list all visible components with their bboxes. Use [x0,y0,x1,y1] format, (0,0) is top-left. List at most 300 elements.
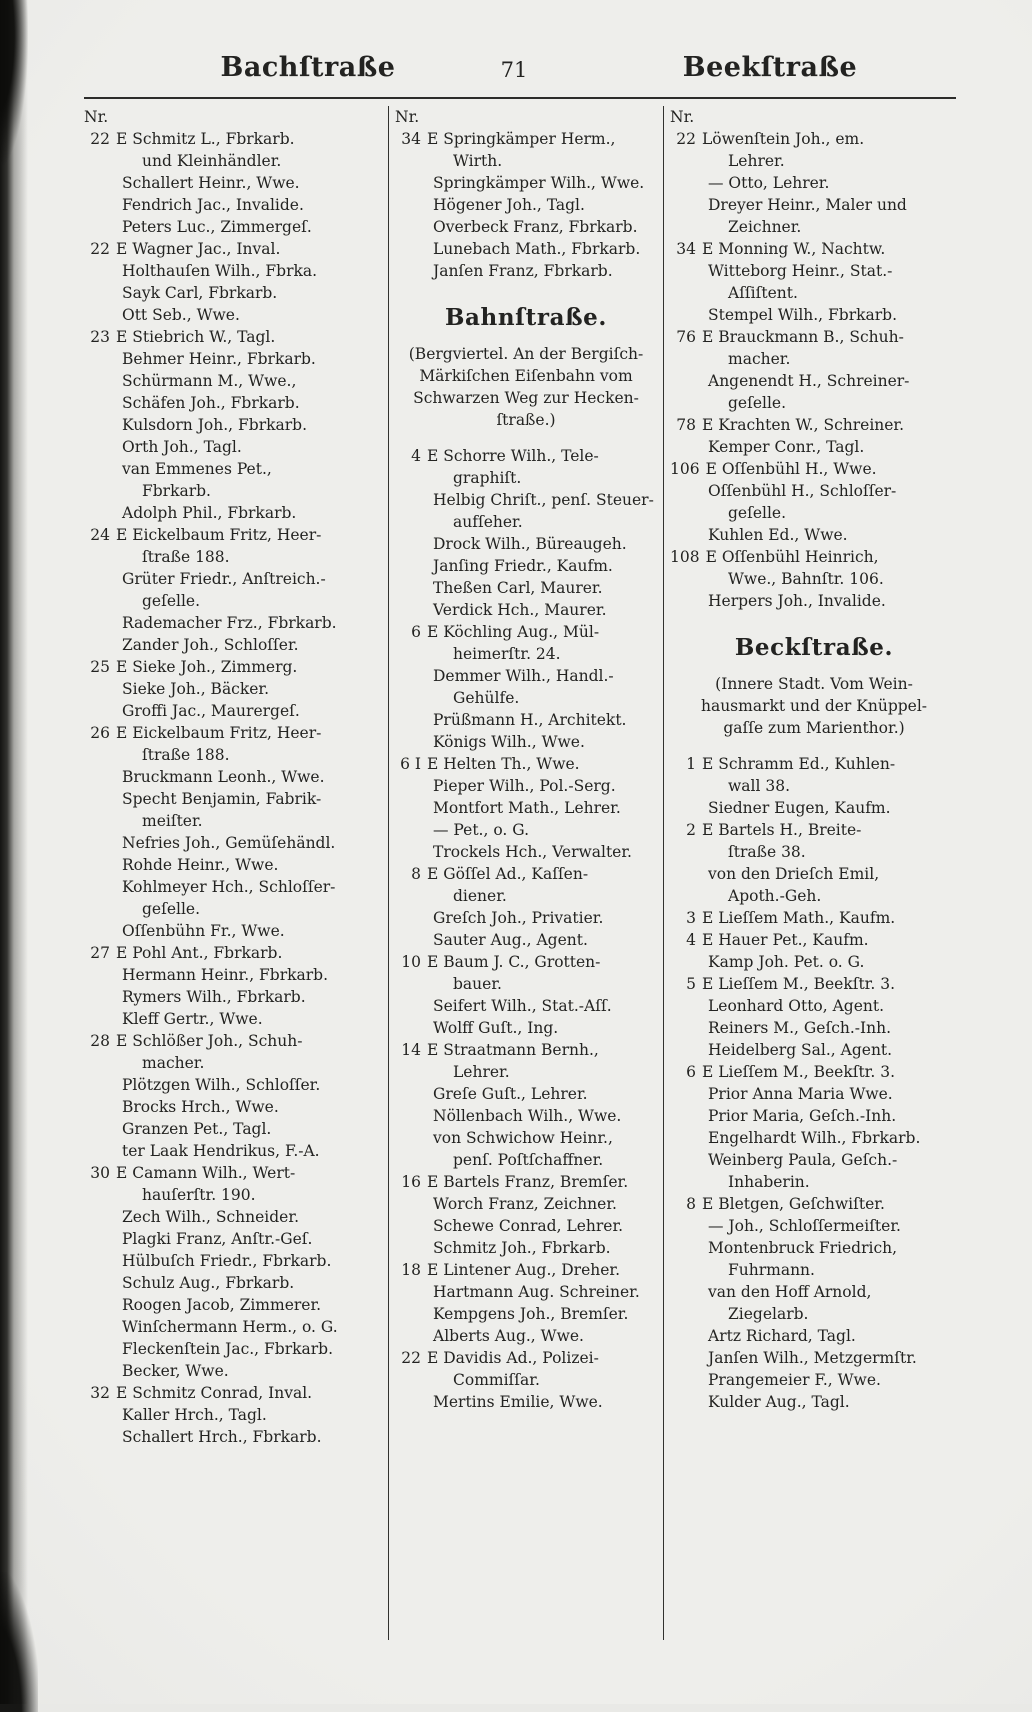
directory-line [670,502,958,524]
entry-text: Kuhlen Ed., Wwe. [708,526,848,544]
entry-text: Königs Wilh., Wwe. [433,733,585,751]
directory-line [84,392,382,414]
directory-line [395,907,657,929]
entry-text: Granzen Pet., Tagl. [122,1120,272,1138]
entry-text: E Köchling Aug., Mül- [427,623,600,641]
house-number: 108 [670,548,700,566]
entry-text: Nöllenbach Wilh., Wwe. [433,1107,622,1125]
directory-line [395,709,657,731]
directory-line [84,788,382,810]
directory-line [670,1017,958,1039]
entry-text: geſelle. [142,592,201,610]
entry-text: Groffi Jac., Maurergeſ. [122,702,300,720]
house-number: 23 [90,328,110,346]
directory-line [670,995,958,1017]
directory-line [395,1105,657,1127]
directory-line [84,1250,382,1272]
street-description-line: Märkiſchen Eiſenbahn vom [419,367,633,385]
directory-line [84,546,382,568]
house-number: 6 I [400,755,421,773]
directory-entry [395,863,657,885]
entry-text: Wwe., Bahnſtr. 106. [728,570,884,588]
column-divider [663,106,664,1640]
directory-entry [670,907,958,929]
entry-text: Schäfen Joh., Fbrkarb. [122,394,300,412]
directory-line [670,194,958,216]
entry-text: Plagki Franz, Anſtr.-Geſ. [122,1230,313,1248]
directory-line [84,436,382,458]
directory-line [670,1105,958,1127]
entry-text: Nefries Joh., Gemüſehändl. [122,834,336,852]
entry-text: E Monning W., Nachtw. [702,240,886,258]
directory-line [670,951,958,973]
directory-line [670,1215,958,1237]
entry-text: Schmitz Joh., Fbrkarb. [433,1239,611,1257]
entry-text: Verdick Hch., Maurer. [433,601,607,619]
entry-text: Herpers Joh., Invalide. [708,592,886,610]
directory-line [84,964,382,986]
directory-line [670,216,958,238]
entry-text: Pieper Wilh., Pol.-Serg. [433,777,616,795]
entry-text: E Eickelbaum Fritz, Heer- [116,526,322,544]
directory-line [670,863,958,885]
entry-text: Leonhard Otto, Agent. [708,997,885,1015]
entry-text: E Bletgen, Geſchwiſter. [702,1195,885,1213]
entry-text: Sieke Joh., Bäcker. [122,680,270,698]
directory-entry [84,524,382,546]
directory-line [670,1281,958,1303]
directory-line [395,665,657,687]
directory-line [670,436,958,458]
directory-line [395,1061,657,1083]
directory-line [395,533,657,555]
directory-line [84,1008,382,1030]
entry-text: Schallert Heinr., Wwe. [122,174,300,192]
entry-text: Mertins Emilie, Wwe. [433,1393,603,1411]
directory-line [84,150,382,172]
directory-line [84,1074,382,1096]
house-number: 6 [411,623,421,641]
directory-line [84,612,382,634]
directory-entry [84,238,382,260]
entry-text: Janſen Wilh., Metzgermſtr. [708,1349,917,1367]
directory-line [84,282,382,304]
directory-line [84,634,382,656]
directory-line [84,1338,382,1360]
entry-text: von den Drieſch Emil, [708,865,880,883]
directory-line [395,238,657,260]
entry-text: Sauter Aug., Agent. [433,931,588,949]
directory-line [395,555,657,577]
entry-text: Sayk Carl, Fbrkarb. [122,284,278,302]
entry-text: wall 38. [728,777,790,795]
entry-text: Zander Joh., Schloſſer. [122,636,299,654]
entry-text: Oſſenbühl H., Schloſſer- [708,482,897,500]
directory-line [84,304,382,326]
entry-text: E Lieſſem M., Beekſtr. 3. [702,975,896,993]
directory-columns [84,106,958,1640]
directory-entry [670,1061,958,1083]
directory-line [395,577,657,599]
entry-text: E Bartels H., Breite- [702,821,862,839]
entry-text: E Wagner Jac., Inval. [116,240,281,258]
directory-entry [395,1039,657,1061]
entry-text: Artz Richard, Tagl. [708,1327,856,1345]
directory-line [84,370,382,392]
directory-line [84,260,382,282]
street-description-line: (Innere Stadt. Vom Wein- [715,675,913,693]
street-description-line: gaſſe zum Marienthor.) [723,719,905,737]
directory-entry [84,1030,382,1052]
house-number: 16 [401,1173,421,1191]
entry-text: Angenendt H., Schreiner- [708,372,910,390]
directory-line [670,1347,958,1369]
entry-text: Janſing Friedr., Kaufm. [433,557,613,575]
directory-entry [84,1162,382,1184]
entry-text: E Straatmann Bernh., [427,1041,599,1059]
entry-text: Helbig Chriſt., penſ. Steuer- [433,491,654,509]
directory-line [395,797,657,819]
directory-line [395,511,657,533]
entry-text: Roogen Jacob, Zimmerer. [122,1296,322,1314]
entry-text: Kulsdorn Joh., Fbrkarb. [122,416,307,434]
directory-line [395,995,657,1017]
directory-line [670,106,958,128]
directory-line [84,414,382,436]
entry-text: Theßen Carl, Maurer. [433,579,603,597]
directory-entry [395,445,657,467]
entry-text: aufſeher. [453,513,523,531]
house-number: 18 [401,1261,421,1279]
directory-line [84,1294,382,1316]
directory-line [84,766,382,788]
directory-entry [670,929,958,951]
house-number: 22 [401,1349,421,1367]
entry-text: Springkämper Wilh., Wwe. [433,174,645,192]
directory-line [84,678,382,700]
entry-text: Bruckmann Leonh., Wwe. [122,768,325,786]
directory-line [395,1391,657,1413]
entry-text: Seifert Wilh., Stat.-Aſſ. [433,997,612,1015]
entry-text: Schallert Hrch., Fbrkarb. [122,1428,322,1446]
directory-line [670,260,958,282]
directory-line [670,1391,958,1413]
directory-line [395,1303,657,1325]
entry-text: Hermann Heinr., Fbrkarb. [122,966,329,984]
directory-line [670,1259,958,1281]
directory-entry [395,621,657,643]
entry-text: Nr. [395,108,420,126]
directory-entry [670,973,958,995]
entry-text: Rademacher Frz., Fbrkarb. [122,614,337,632]
directory-line [395,973,657,995]
entry-text: E Stiebrich W., Tagl. [116,328,276,346]
entry-text: und Kleinhändler. [142,152,282,170]
entry-text: van den Hoff Arnold, [708,1283,872,1301]
entry-text: Kamp Joh. Pet. o. G. [708,953,865,971]
entry-text: Nr. [84,108,109,126]
entry-text: Zech Wilh., Schneider. [122,1208,299,1226]
directory-line [670,172,958,194]
house-number: 34 [676,240,696,258]
entry-text: Grüter Friedr., Anſtreich.- [122,570,326,588]
entry-text: Ziegelarb. [728,1305,809,1323]
street-description-line: Schwarzen Weg zur Hecken- [413,389,639,407]
directory-line [670,524,958,546]
header-rule [84,97,956,99]
entry-text: E Baum J. C., Grotten- [427,953,601,971]
entry-text: Fleckenſtein Jac., Fbrkarb. [122,1340,334,1358]
entry-text: Dreyer Heinr., Maler und [708,196,907,214]
house-number: 76 [676,328,696,346]
directory-line [395,489,657,511]
house-number: 24 [90,526,110,544]
entry-text: Brocks Hrch., Wwe. [122,1098,279,1116]
directory-entry [395,1259,657,1281]
directory-line [670,1237,958,1259]
directory-line [84,832,382,854]
entry-text: Greſch Joh., Privatier. [433,909,604,927]
entry-text: E Schorre Wilh., Tele- [427,447,599,465]
entry-text: Rymers Wilh., Fbrkarb. [122,988,306,1006]
entry-text: Plötzgen Wilh., Schloſſer. [122,1076,321,1094]
entry-text: Högener Joh., Tagl. [433,196,585,214]
entry-text: ter Laak Hendrikus, F.-A. [122,1142,320,1160]
entry-text: E Davidis Ad., Polizei- [427,1349,599,1367]
entry-text: Lehrer. [728,152,785,170]
directory-line [84,502,382,524]
house-number: 25 [90,658,110,676]
directory-line [84,172,382,194]
entry-text: Kohlmeyer Hch., Schloſſer- [122,878,336,896]
house-number: 27 [90,944,110,962]
house-number: 22 [90,240,110,258]
entry-text: Greſe Guſt., Lehrer. [433,1085,588,1103]
directory-line [84,194,382,216]
entry-text: E Schlößer Joh., Schuh- [116,1032,303,1050]
directory-line [84,480,382,502]
house-number: 2 [686,821,696,839]
entry-text: Schewe Conrad, Lehrer. [433,1217,624,1235]
entry-text: Schulz Aug., Fbrkarb. [122,1274,295,1292]
entry-text: macher. [728,350,791,368]
house-number: 14 [401,1041,421,1059]
entry-text: E Sieke Joh., Zimmerg. [116,658,298,676]
column-divider [388,106,389,1640]
directory-line [84,810,382,832]
directory-line [84,876,382,898]
entry-text: van Emmenes Pet., [122,460,272,478]
directory-line [670,1149,958,1171]
house-number: 78 [676,416,696,434]
entry-text: Siedner Eugen, Kaufm. [708,799,891,817]
directory-entry [670,128,958,150]
directory-line [395,1237,657,1259]
house-number: 5 [686,975,696,993]
directory-entry [84,942,382,964]
entry-text: Hülbuſch Friedr., Fbrkarb. [122,1252,332,1270]
directory-line [670,1039,958,1061]
entry-text: Janſen Franz, Fbrkarb. [433,262,613,280]
entry-text: Prior Maria, Geſch.-Inh. [708,1107,897,1125]
directory-line [670,1171,958,1193]
entry-text: Hartmann Aug. Schreiner. [433,1283,640,1301]
entry-text: geſelle. [142,900,201,918]
directory-line [395,929,657,951]
directory-entry [670,546,958,568]
directory-line [670,1325,958,1347]
page-header [0,0,1032,100]
entry-text: E Oſſenbühl H., Wwe. [705,460,877,478]
entry-text: E Oſſenbühl Heinrich, [705,548,879,566]
directory-line [84,1096,382,1118]
directory-entry [84,656,382,678]
entry-text: — Pet., o. G. [433,821,530,839]
directory-line [670,1369,958,1391]
entry-text: meiſter. [142,812,203,830]
directory-line [84,1316,382,1338]
directory-line [84,1228,382,1250]
directory-line [395,599,657,621]
directory-line [395,841,657,863]
directory-entry [395,1347,657,1369]
directory-entry [670,753,958,775]
entry-text: Orth Joh., Tagl. [122,438,242,456]
entry-text: Peters Luc., Zimmergeſ. [122,218,312,236]
directory-line [670,1303,958,1325]
directory-line [84,744,382,766]
entry-text: Drock Wilh., Büreaugeh. [433,535,627,553]
entry-text: ſtraße 188. [142,548,230,566]
directory-line [670,480,958,502]
directory-line [395,1215,657,1237]
house-number: 6 [686,1063,696,1081]
directory-line [670,590,958,612]
entry-text: Becker, Wwe. [122,1362,229,1380]
entry-text: Prangemeier F., Wwe. [708,1371,881,1389]
entry-text: Aſſiſtent. [728,284,798,302]
directory-entry [395,951,657,973]
directory-entry [395,1171,657,1193]
directory-line [395,819,657,841]
directory-line [670,1083,958,1105]
house-number: 26 [90,724,110,742]
house-number: 8 [686,1195,696,1213]
entry-text: Schürmann M., Wwe., [122,372,297,390]
entry-text: Commiſſar. [453,1371,540,1389]
directory-line [395,106,657,128]
directory-entry [84,722,382,744]
directory-line [84,898,382,920]
directory-entry [84,326,382,348]
directory-line [84,1140,382,1162]
entry-text: E Lintener Aug., Dreher. [427,1261,621,1279]
directory-entry [670,414,958,436]
entry-text: Gehülfe. [453,689,520,707]
house-number: 34 [401,130,421,148]
entry-text: E Helten Th., Wwe. [427,755,580,773]
entry-text: E Camann Wilh., Wert- [116,1164,296,1182]
entry-text: von Schwichow Heinr., [433,1129,613,1147]
entry-text: Oſſenbühn Fr., Wwe. [122,922,285,940]
directory-line [395,467,657,489]
entry-text: Fbrkarb. [142,482,211,500]
entry-text: Engelhardt Wilh., Fbrkarb. [708,1129,921,1147]
entry-text: — Joh., Schloſſermeiſter. [708,1217,901,1235]
directory-line [395,1325,657,1347]
entry-text: E Brauckmann B., Schuh- [702,328,904,346]
entry-text: Kempgens Joh., Bremſer. [433,1305,629,1323]
directory-line [395,216,657,238]
directory-line [395,775,657,797]
directory-line [395,1017,657,1039]
entry-text: Witteborg Heinr., Stat.- [708,262,893,280]
entry-text: Overbeck Franz, Fbrkarb. [433,218,638,236]
house-number: 28 [90,1032,110,1050]
entry-text: Specht Benjamin, Fabrik- [122,790,322,808]
column-bachstrasse [84,106,382,1448]
directory-entry [395,128,657,150]
directory-line [670,841,958,863]
entry-text: — Otto, Lehrer. [708,174,830,192]
book-binding-shadow [0,0,28,1704]
entry-text: Kaller Hrch., Tagl. [122,1406,267,1424]
directory-line [84,1052,382,1074]
directory-line [395,260,657,282]
directory-entry [670,1193,958,1215]
entry-text: diener. [453,887,507,905]
directory-entry [670,238,958,260]
directory-line [670,304,958,326]
entry-text: Trockels Hch., Verwalter. [433,843,632,861]
column-beckstrasse [670,106,958,1413]
entry-text: Wolff Guſt., Ing. [433,1019,559,1037]
house-number: 10 [401,953,421,971]
entry-text: Demmer Wilh., Handl.- [433,667,614,685]
entry-text: Inhaberin. [728,1173,810,1191]
entry-text: Montfort Math., Lehrer. [433,799,621,817]
entry-text: Kulder Aug., Tagl. [708,1393,850,1411]
directory-entry [670,458,958,480]
entry-text: penſ. Poſtſchaffner. [453,1151,604,1169]
directory-line [670,885,958,907]
entry-text: E Lieſſem Math., Kaufm. [702,909,896,927]
entry-text: Kemper Conr., Tagl. [708,438,865,456]
entry-text: Kleff Gertr., Wwe. [122,1010,263,1028]
entry-text: Fendrich Jac., Invalide. [122,196,304,214]
house-number: 30 [90,1164,110,1182]
entry-text: Nr. [670,108,695,126]
entry-text: Winſchermann Herm., o. G. [122,1318,338,1336]
street-description-line: (Bergviertel. An der Bergiſch- [408,345,644,363]
street-description-line: ſtraße.) [496,411,556,429]
house-number: 22 [676,130,696,148]
directory-line [670,348,958,370]
directory-line [84,1184,382,1206]
entry-text: Fuhrmann. [728,1261,815,1279]
directory-line [395,1281,657,1303]
directory-line [395,172,657,194]
entry-text: Apoth.-Geh. [728,887,822,905]
entry-text: E Bartels Franz, Bremſer. [427,1173,629,1191]
entry-text: Behmer Heinr., Fbrkarb. [122,350,316,368]
house-number: 32 [90,1384,110,1402]
directory-line [395,1127,657,1149]
directory-line [84,106,382,128]
entry-text: Holthauſen Wilh., Fbrka. [122,262,318,280]
house-number: 106 [670,460,700,478]
house-number: 3 [686,909,696,927]
